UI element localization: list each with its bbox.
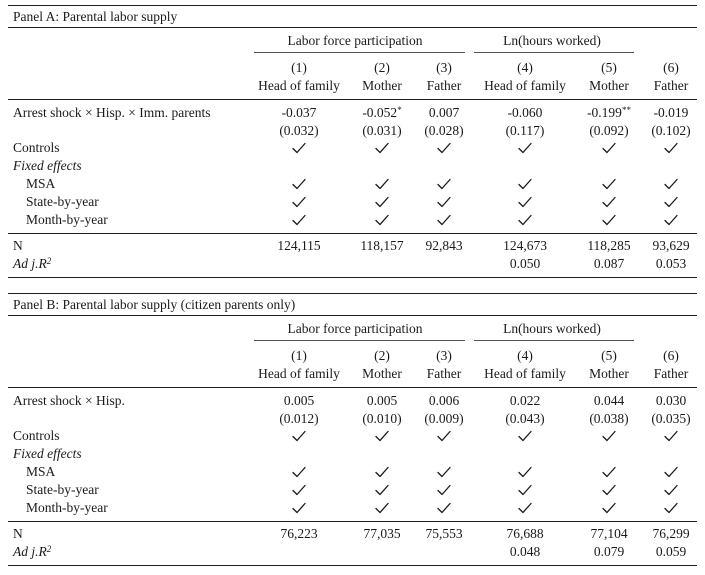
panel-title: Panel A: Parental labor supply (13, 9, 178, 24)
standard-error-cell: (0.117) (505, 123, 545, 138)
coefficient-cell: 0.022 (509, 393, 541, 408)
checkmark-icon (664, 178, 678, 190)
checkmark-icon (602, 466, 616, 478)
table-rule (8, 27, 697, 28)
table-rule (8, 293, 697, 294)
checkmark-icon (375, 484, 389, 496)
observations-cell: 93,629 (652, 238, 690, 253)
row-label-msa: MSA (26, 176, 56, 191)
checkmark-icon (602, 196, 616, 208)
coefficient-cell: 0.044 (593, 393, 625, 408)
checkmark-icon (292, 196, 306, 208)
checkmark-icon (664, 196, 678, 208)
table-rule (8, 315, 697, 316)
row-label-fixed-effects: Fixed effects (13, 158, 82, 173)
observations-cell: 75,553 (425, 526, 463, 541)
checkmark-icon (602, 502, 616, 514)
column-number: (4) (517, 348, 533, 363)
row-label-msa: MSA (26, 464, 56, 479)
column-number: (1) (291, 60, 307, 75)
standard-error-cell: (0.035) (651, 411, 691, 426)
checkmark-icon (292, 214, 306, 226)
adj-r2-cell: 0.048 (509, 544, 541, 559)
table-rule (8, 277, 697, 278)
checkmark-icon (437, 502, 451, 514)
checkmark-icon (437, 142, 451, 154)
observations-cell: 76,299 (652, 526, 690, 541)
table-rule (8, 233, 697, 234)
adj-r2-cell: 0.059 (655, 544, 687, 559)
significance-stars: * (397, 105, 402, 115)
coefficient-cell: -0.060 (507, 105, 543, 120)
checkmark-icon (437, 484, 451, 496)
row-label-controls: Controls (13, 140, 60, 155)
column-header: Father (426, 78, 462, 93)
standard-error-cell: (0.012) (279, 411, 319, 426)
checkmark-icon (437, 196, 451, 208)
checkmark-icon (664, 466, 678, 478)
row-label-controls: Controls (13, 428, 60, 443)
column-header: Father (426, 366, 462, 381)
coefficient-cell: -0.199** (587, 105, 631, 120)
checkmark-icon (375, 502, 389, 514)
column-group-rule (254, 340, 465, 341)
row-label-adj-r2: Ad $j.R^2$ (13, 544, 52, 559)
standard-error-cell: (0.032) (279, 123, 319, 138)
column-number: (6) (663, 60, 679, 75)
checkmark-icon (375, 196, 389, 208)
panel-title: Panel B: Parental labor supply (citizen parents only) (13, 297, 296, 312)
checkmark-icon (602, 214, 616, 226)
column-header: Father (653, 78, 689, 93)
adj-r2-cell: 0.087 (593, 256, 625, 271)
checkmark-icon (437, 430, 451, 442)
row-label-state-by-year: State-by-year (26, 482, 99, 497)
checkmark-icon (602, 430, 616, 442)
coefficient-cell: 0.007 (428, 105, 460, 120)
checkmark-icon (518, 142, 532, 154)
table-rule (8, 5, 697, 6)
row-label-fixed-effects: Fixed effects (13, 446, 82, 461)
checkmark-icon (518, 196, 532, 208)
standard-error-cell: (0.102) (651, 123, 691, 138)
observations-cell: 76,223 (280, 526, 318, 541)
observations-cell: 124,673 (503, 238, 547, 253)
row-label-month-by-year: Month-by-year (26, 212, 108, 227)
column-number: (1) (291, 348, 307, 363)
checkmark-icon (518, 430, 532, 442)
column-header: Head of family (258, 78, 340, 93)
adj-r2-cell: 0.053 (655, 256, 687, 271)
coefficient-cell: 0.005 (366, 393, 398, 408)
checkmark-icon (375, 142, 389, 154)
checkmark-icon (518, 502, 532, 514)
column-header: Head of family (484, 366, 566, 381)
checkmark-icon (292, 178, 306, 190)
checkmark-icon (437, 466, 451, 478)
regressor-label: Arrest shock × Hisp. × Imm. parents (13, 105, 211, 120)
column-number: (3) (436, 60, 452, 75)
coefficient-cell: 0.006 (428, 393, 460, 408)
row-label-n: N (13, 526, 23, 541)
regressor-label: Arrest shock × Hisp. (13, 393, 125, 408)
checkmark-icon (602, 484, 616, 496)
checkmark-icon (664, 430, 678, 442)
column-group-lfp: Labor force participation (287, 321, 423, 336)
row-label-n: N (13, 238, 23, 253)
row-label-state-by-year: State-by-year (26, 194, 99, 209)
checkmark-icon (292, 466, 306, 478)
column-header: Mother (589, 78, 629, 93)
column-number: (4) (517, 60, 533, 75)
checkmark-icon (375, 430, 389, 442)
column-header: Father (653, 366, 689, 381)
checkmark-icon (602, 142, 616, 154)
significance-stars: ** (621, 105, 631, 115)
observations-cell: 77,035 (363, 526, 401, 541)
checkmark-icon (664, 484, 678, 496)
checkmark-icon (292, 484, 306, 496)
coefficient-cell: -0.037 (281, 105, 317, 120)
checkmark-icon (664, 502, 678, 514)
adj-r2-superscript: 2 (46, 256, 52, 266)
column-group-hours: Ln(hours worked) (503, 321, 601, 336)
checkmark-icon (437, 214, 451, 226)
checkmark-icon (292, 430, 306, 442)
coefficient-cell: 0.005 (283, 393, 315, 408)
column-group-rule (254, 52, 465, 53)
column-group-hours: Ln(hours worked) (503, 33, 601, 48)
observations-cell: 118,285 (587, 238, 631, 253)
coefficient-cell: 0.030 (655, 393, 687, 408)
table-rule (8, 521, 697, 522)
column-header: Mother (362, 78, 402, 93)
checkmark-icon (437, 178, 451, 190)
column-group-rule (474, 52, 634, 53)
standard-error-cell: (0.031) (362, 123, 402, 138)
table-rule (8, 565, 697, 566)
checkmark-icon (602, 178, 616, 190)
row-label-adj-r2: Ad $j.R^2$ (13, 256, 52, 271)
adj-r2-superscript: 2 (46, 544, 52, 554)
checkmark-icon (518, 214, 532, 226)
standard-error-cell: (0.043) (505, 411, 545, 426)
column-number: (2) (374, 348, 390, 363)
column-number: (5) (601, 60, 617, 75)
column-number: (6) (663, 348, 679, 363)
standard-error-cell: (0.010) (362, 411, 402, 426)
checkmark-icon (292, 142, 306, 154)
standard-error-cell: (0.009) (424, 411, 464, 426)
column-header: Head of family (258, 366, 340, 381)
column-number: (3) (436, 348, 452, 363)
table-rule (8, 99, 697, 100)
row-label-month-by-year: Month-by-year (26, 500, 108, 515)
column-number: (5) (601, 348, 617, 363)
checkmark-icon (375, 178, 389, 190)
column-header: Mother (362, 366, 402, 381)
coefficient-cell: -0.052* (362, 105, 402, 120)
column-header: Head of family (484, 78, 566, 93)
observations-cell: 92,843 (425, 238, 463, 253)
observations-cell: 76,688 (506, 526, 544, 541)
column-group-lfp: Labor force participation (287, 33, 423, 48)
standard-error-cell: (0.092) (589, 123, 629, 138)
checkmark-icon (375, 214, 389, 226)
observations-cell: 124,115 (277, 238, 321, 253)
column-group-rule (474, 340, 634, 341)
column-header: Mother (589, 366, 629, 381)
adj-r2-cell: 0.079 (593, 544, 625, 559)
standard-error-cell: (0.028) (424, 123, 464, 138)
observations-cell: 77,104 (590, 526, 628, 541)
checkmark-icon (518, 178, 532, 190)
observations-cell: 118,157 (360, 238, 404, 253)
coefficient-cell: -0.019 (653, 105, 689, 120)
column-number: (2) (374, 60, 390, 75)
checkmark-icon (664, 214, 678, 226)
checkmark-icon (518, 484, 532, 496)
checkmark-icon (375, 466, 389, 478)
standard-error-cell: (0.038) (589, 411, 629, 426)
adj-r2-cell: 0.050 (509, 256, 541, 271)
table-rule (8, 387, 697, 388)
checkmark-icon (292, 502, 306, 514)
checkmark-icon (518, 466, 532, 478)
checkmark-icon (664, 142, 678, 154)
